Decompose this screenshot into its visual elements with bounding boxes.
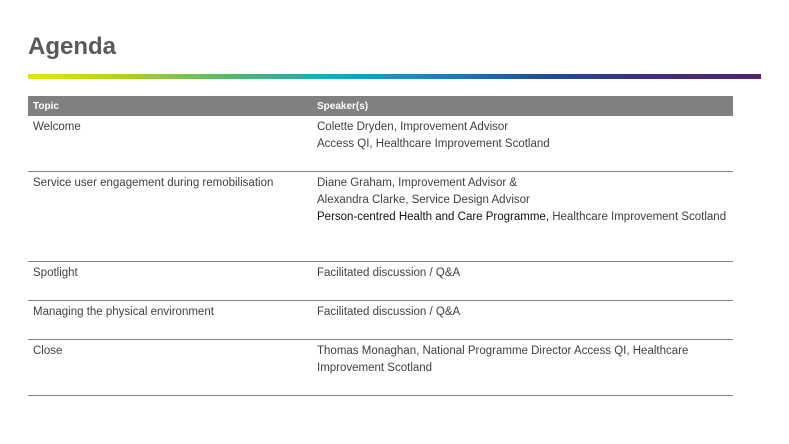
- speaker-text: Facilitated discussion / Q&A: [317, 267, 461, 279]
- topic-text: Spotlight: [33, 267, 78, 279]
- table-row: [28, 340, 733, 396]
- table-row: [28, 301, 733, 340]
- topic-cell: [28, 340, 312, 396]
- programme-name: Person-centred Health and Care Programme,: [317, 211, 550, 223]
- table-row: [28, 172, 733, 262]
- speaker-cell: [312, 340, 733, 396]
- topic-text: Welcome: [33, 121, 81, 133]
- topic-text: Service user engagement during remobilisation: [33, 177, 274, 189]
- speaker-text: Colette Dryden, Improvement Advisor: [317, 121, 509, 133]
- speaker-cell: [312, 172, 733, 262]
- agenda-table: [28, 96, 733, 396]
- speaker-programme-line: [317, 209, 728, 226]
- title-gradient-divider: [28, 74, 761, 79]
- topic-cell: [28, 262, 312, 301]
- table-header-row: [28, 96, 733, 116]
- speaker-text: Thomas Monaghan, National Programme Director Access QI, Healthcare Improvement Scotland: [317, 345, 689, 374]
- speaker-cell: [312, 116, 733, 172]
- topic-text: Managing the physical environment: [33, 306, 214, 318]
- speaker-text: Facilitated discussion / Q&A: [317, 306, 461, 318]
- speaker-cell: [312, 301, 733, 340]
- topic-cell: [28, 172, 312, 262]
- speaker-text: Diane Graham, Improvement Advisor &: [317, 177, 518, 189]
- page-title: Agenda: [28, 33, 117, 60]
- table-row: [28, 116, 733, 172]
- speaker-text: Access QI, Healthcare Improvement Scotland: [317, 138, 550, 150]
- topic-cell: [28, 301, 312, 340]
- speaker-text: Alexandra Clarke, Service Design Advisor: [317, 194, 530, 206]
- topic-text: Close: [33, 345, 63, 357]
- table-row: [28, 262, 733, 301]
- organisation-name: Healthcare Improvement Scotland: [549, 211, 727, 223]
- header-topic: Topic: [28, 96, 312, 116]
- header-speakers: Speaker(s): [312, 96, 733, 116]
- topic-cell: [28, 116, 312, 172]
- speaker-cell: [312, 262, 733, 301]
